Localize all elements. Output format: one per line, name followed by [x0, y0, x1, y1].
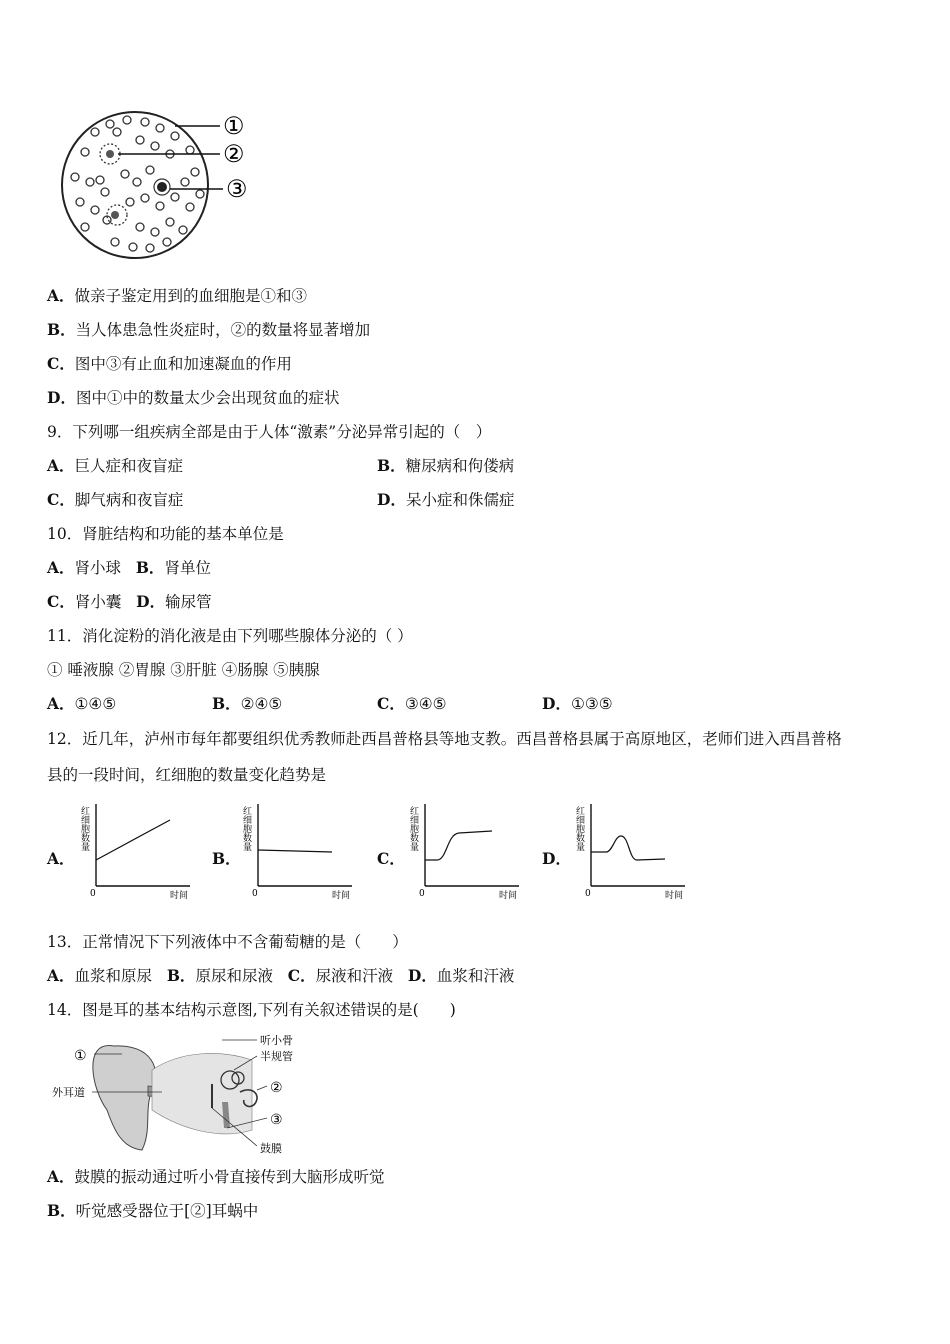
- q9-stem: 9．下列哪一组疾病全部是由于人体“激素”分泌异常引起的（ ）: [47, 423, 492, 441]
- platelets: [154, 179, 170, 195]
- label-3: ③: [226, 175, 248, 203]
- graph-b-origin: 0: [252, 889, 258, 899]
- graph-a-origin: 0: [90, 889, 96, 899]
- q11-option-c: C．③④⑤: [377, 694, 447, 713]
- q9-option-d: D．呆小症和侏儒症: [377, 490, 515, 509]
- graph-d-xlabel: 时间: [665, 891, 684, 900]
- q12-stem-line2: 县的一段时间，红细胞的数量变化趋势是: [47, 766, 327, 784]
- q12-option-b-letter: B．: [212, 849, 241, 868]
- q11-option-b: B．②④⑤: [212, 694, 283, 713]
- ear-label-eardrum: 鼓膜: [260, 1142, 282, 1155]
- graph-a-ylabel: 红细胞数量: [79, 806, 89, 851]
- label-1: ①: [223, 112, 245, 140]
- q12-stem-line1: 12．近几年，泸州市每年都要组织优秀教师赴西昌普格县等地支教。西昌普格县属于高原地区，老师们进入西昌普格: [47, 730, 842, 748]
- q8-option-c: C．图中③有止血和加速凝血的作用: [47, 354, 292, 373]
- graph-c: [407, 800, 527, 900]
- q11-option-d: D．①③⑤: [542, 694, 613, 713]
- outer-ear: [93, 1046, 156, 1150]
- graph-b-ylabel: 红细胞数量: [241, 806, 251, 851]
- white-blood-cells: [100, 144, 127, 225]
- graph-b-xlabel: 时间: [332, 891, 351, 900]
- graph-c-origin: 0: [419, 889, 425, 899]
- q8-option-b: B．当人体患急性炎症时，②的数量将显著增加: [47, 320, 371, 339]
- q10-options-cd: C．肾小囊 D．输尿管: [47, 592, 212, 611]
- ear-label-canal: 外耳道: [52, 1086, 85, 1099]
- graph-a-xlabel: 时间: [170, 891, 189, 900]
- ear-structure-figure: [52, 1030, 322, 1160]
- q9-option-b: B．糖尿病和佝偻病: [377, 456, 515, 475]
- q12-option-d-letter: D．: [542, 849, 571, 868]
- q8-option-a: A．做亲子鉴定用到的血细胞是①和③: [47, 286, 308, 305]
- label-2: ②: [223, 140, 245, 168]
- q8-option-d: D．图中①中的数量太少会出现贫血的症状: [47, 388, 340, 407]
- graph-d: [573, 800, 693, 900]
- q11-stem: 11．消化淀粉的消化液是由下列哪些腺体分泌的（ ）: [47, 627, 413, 645]
- q10-stem: 10．肾脏结构和功能的基本单位是: [47, 525, 284, 543]
- q11-option-a: A．①④⑤: [47, 694, 117, 713]
- graph-b: [240, 800, 360, 900]
- q14-stem: 14．图是耳的基本结构示意图,下列有关叙述错误的是( ): [47, 1001, 456, 1019]
- q12-option-c-letter: C．: [377, 849, 405, 868]
- ear-label-canals: 半规管: [260, 1050, 293, 1063]
- graph-c-ylabel: 红细胞数量: [408, 806, 418, 851]
- graph-a: [78, 800, 198, 900]
- graph-d-ylabel: 红细胞数量: [574, 806, 584, 851]
- q9-option-a: A．巨人症和夜盲症: [47, 456, 184, 475]
- q12-option-a-letter: A．: [47, 849, 75, 868]
- q9-option-c: C．脚气病和夜盲症: [47, 490, 184, 509]
- blood-smear-figure: [55, 102, 260, 272]
- q14-option-b: B．听觉感受器位于[②]耳蜗中: [47, 1201, 259, 1220]
- graph-d-origin: 0: [585, 889, 591, 899]
- ear-label-ossicles: 听小骨: [260, 1034, 293, 1047]
- graph-c-xlabel: 时间: [499, 891, 518, 900]
- ear-label-1: ①: [74, 1048, 87, 1064]
- q10-options-ab: A．肾小球 B．肾单位: [47, 558, 211, 577]
- ear-label-3: ③: [270, 1112, 283, 1128]
- q14-option-a: A．鼓膜的振动通过听小骨直接传到大脑形成听觉: [47, 1167, 385, 1186]
- q11-glands: ① 唾液腺 ②胃腺 ③肝脏 ④肠腺 ⑤胰腺: [47, 661, 320, 679]
- ear-label-2: ②: [270, 1080, 283, 1096]
- red-blood-cells: [71, 116, 204, 252]
- q13-options: A．血浆和原尿 B．原尿和尿液 C．尿液和汗液 D．血浆和汗液: [47, 966, 515, 985]
- q13-stem: 13．正常情况下下列液体中不含葡萄糖的是（ ）: [47, 933, 408, 951]
